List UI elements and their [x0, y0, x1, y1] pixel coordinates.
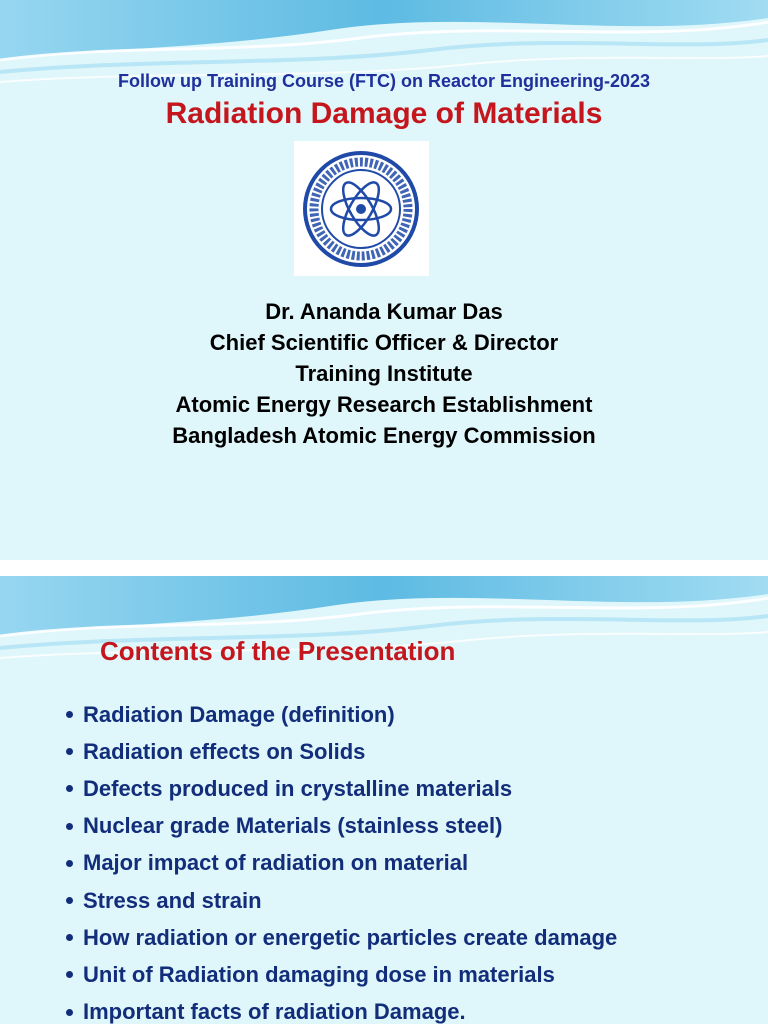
logo [294, 141, 429, 276]
contents-heading: Contents of the Presentation [100, 636, 456, 666]
list-item: Unit of Radiation damaging dose in materials [66, 956, 617, 993]
author-commission: Bangladesh Atomic Energy Commission [172, 423, 596, 448]
author-block [0, 296, 768, 451]
list-item: Radiation effects on Solids [66, 733, 617, 770]
author-establishment: Atomic Energy Research Establishment [175, 392, 593, 417]
list-item: Defects produced in crystalline materials [66, 770, 617, 807]
contents-slide [0, 576, 768, 1024]
list-item: Stress and strain [66, 882, 617, 919]
bullet-icon [66, 785, 73, 792]
author-position: Chief Scientific Officer & Director [209, 330, 559, 355]
bullet-icon [66, 823, 73, 830]
slide-separator [0, 560, 768, 576]
list-item: Radiation Damage (definition) [66, 696, 617, 733]
presentation-title: Radiation Damage of Materials [165, 97, 603, 130]
list-item: Important facts of radiation Damage. [66, 994, 617, 1024]
contents-list [66, 696, 617, 1024]
list-item: Nuclear grade Materials (stainless steel) [66, 808, 617, 845]
list-item: Major impact of radiation on material [66, 845, 617, 882]
author-name: Dr. Ananda Kumar Das [265, 299, 503, 324]
course-title: Follow up Training Course (FTC) on Reactor Engineering-2023 [117, 71, 651, 91]
bullet-icon [66, 711, 73, 718]
list-item: How radiation or energetic particles create damage [66, 919, 617, 956]
atom-logo-icon [294, 141, 429, 276]
bullet-icon [66, 971, 73, 978]
bullet-icon [66, 934, 73, 941]
bullet-icon [66, 897, 73, 904]
bullet-icon [66, 860, 73, 867]
bullet-icon [66, 748, 73, 755]
author-institute: Training Institute [295, 361, 473, 386]
bullet-icon [66, 1009, 73, 1016]
